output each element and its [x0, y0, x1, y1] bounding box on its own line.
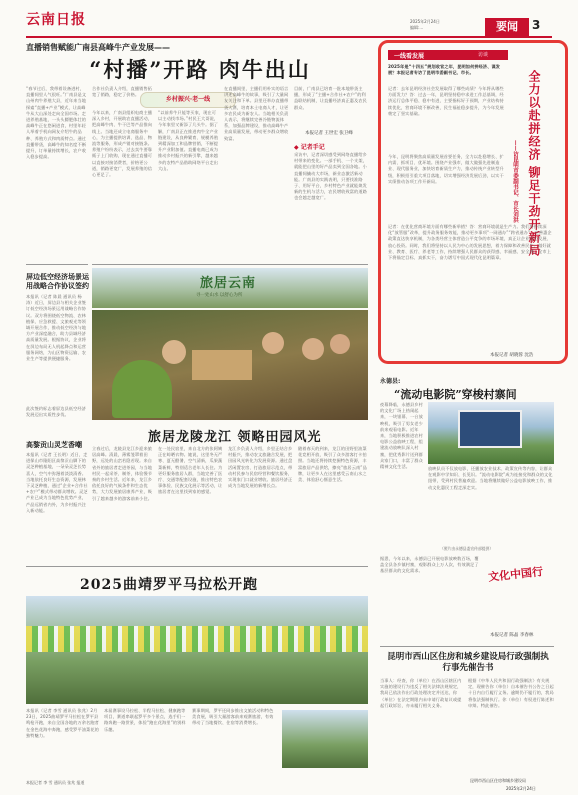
marathon-body1: 本报讯（记者 李雪 通讯员 张兆）2月23日，2025曲靖罗平马拉松在罗平县鸣枪开跑，来自全国各地的万余名跑者在金色花海中奔跑，感受罗平油菜花的独特魅力。 [26, 708, 99, 738]
person-figure [262, 332, 284, 354]
column-label-sub: 访谈 [478, 52, 489, 58]
side-story2-headline: 高黎贡山灵芝香嘲 [26, 440, 82, 449]
page-number: 3 [532, 18, 541, 32]
divider [26, 566, 368, 567]
column-label: 一线看发展 [394, 53, 425, 60]
story-body-col3: “以前养牛只能等买家，现在可以主动找市场。”村民王大哥说，今年家里又新添了几头牛。据了解，广南县正在推进肉牛全产业链建设，从良种繁育、规模养殖到精深加工和品牌营销，不断提升产业附加值。直播电商已成为推动乡村振兴的新引擎，越来越多的农特产品借助网络平台走出大山。 [158, 110, 219, 171]
table-figure [192, 350, 252, 380]
marathon-photo [26, 596, 368, 704]
marathon-headline: 2025曲靖罗平马拉松开跑 [80, 577, 258, 593]
reporter-notes-body: 采访中，记者深切感受到网络直播给乡村带来的变化。一部手机、一个支架，就能把山里的好产品卖到全国各地。小直播间撬动大市场，新业态激活新动能。广南县的实践表明，只要找准路子、用好平台，乡村特色产业就能焕发新的生机与活力，农民增收致富的道路也会越走越宽广。 [294, 152, 367, 201]
story-headline: “村播”开路 肉牛出山 [89, 57, 311, 82]
notice-body1: 当事人：经查，你（单位）在西山区辖区内实施的建设行为违反了相关法律法规规定，我局已依法作出行政处理决定并送达，你（单位）在法定期限内未申请行政复议或提起行政诉讼，亦未履行相关义务。 [380, 678, 462, 708]
person-figure [330, 334, 350, 354]
side-story1-body: 本报讯（记者 陈晨 通讯员 杨涛）近日，屏边县与相关企业签订低空经济场景运用战略合作协议。双方将围绕低空物流、农林植保、应急救援、文旅观光等领域开展合作，推动低空经济与地方产业深度融合，助力县域经济高质量发展。根据协议，企业将在屏边布局无人机起降点和运营服务网络，为山区物资运输、农业生产等提供便捷服务。 [26, 294, 87, 362]
story-byline: 本报记者 王世宏 张卫峰 [305, 131, 353, 136]
cinema-photo [428, 402, 554, 464]
notice-body2: 根据《中华人民共和国行政强制法》有关规定，现催告你（单位）自本催告书公告之日起十日内自行履行义务。逾期仍不履行的，我局将依法强制执行。你（单位）有权进行陈述和申辩。特此催告。 [468, 678, 554, 708]
editor-line: 编辑:... [410, 25, 424, 30]
culture-logo: 文化中国行 [487, 565, 544, 584]
story-body-col2a: 合作社负责人介绍，直播销售拓宽了销路，稳定了价格。 [92, 86, 153, 98]
feature-photo [92, 310, 368, 420]
divider [92, 264, 368, 265]
marathon-photo-small [282, 710, 368, 768]
movie-screen [458, 410, 522, 448]
feature-body-col2: 在一处民宿里，来自北方的张阿姨正在晾晒衣物。她说，这里冬无严寒、夏无酷暑，空气清新，瓜果蔬菜新鲜，特别适合老年人长住。为更好服务旅居人群，当地完善了医疗、交通等配套设施，推出特色农事体验、民族文化展示等活动，让旅居者在这里找到家的感觉。 [158, 446, 223, 495]
story-body-col2: 今年以来，广南县组织电商主播深入乡村，开展助农直播活动，把高峰牛肉、牛干巴等产品推向线上。当地还成立电商服务中心，为主播提供培训、选品、物流等服务，形成产销对接链条。养殖户纷纷表示，过去卖牛要靠贩子上门收购，现在通过直播可以直接对接消费者，价格更公道，销路更宽广，发展养殖的信心更足了。 [92, 110, 153, 178]
framed-headline: 全力以赴拼经济 铆足干劲开新局 [527, 70, 541, 258]
story-tag: 乡村振兴·老一线 [165, 96, 211, 103]
side-story1-headline: 屏边低空经济场景运用战略合作协议签约 [26, 272, 89, 290]
cinema-headline: “流动电影院”穿梭村寨间 [394, 388, 517, 401]
marathon-byline: 本报记者 李 雪 通讯员 张兆 报道 [26, 780, 85, 785]
feature-body-col1: 立春过后，龙陵县龙江乡迎来旅居高峰。清晨，薄雾笼罩着田野，远处的山峦若隐若现。来自省外的旅居者走进茶园，与当地村民一起采茶、制茶，体验慢节奏的乡村生活。近年来，龙江乡依托良好的气候条件和生态优势，大力发展旅居康养产业，吸引了越来越多的游客前来小住。 [92, 446, 153, 501]
cinema-byline: 本报记者 陈晶 李春林 [490, 633, 534, 638]
cinema-body2: 放映队员不仅放电影，还播放农业技术、政策宣传等内容，让群众在观影中学知识、长见识。“流动电影院”成为连接党和群众的文化纽带，受到村民普遍欢迎。当地将继续做好公益电影放映工作，推动文化惠民工程走深走实。 [428, 466, 553, 490]
story-body-col1: “春节过后，我带着设备进村，直播间里人气很旺。”广南县是文山州肉牛养殖大县，近年来当地探索“直播+产业”模式，让高峰牛从大山深处走向全国市场。走进养殖基地，一头头膘肥体壮的高峰牛正在悠闲进食，村里年轻人举着手机向网友介绍牛的品种、养殖方式和肉质特点。通过直播带货，高峰牛的知名度不断提升，订单量持续增长，农户收入稳步提高。 [26, 86, 87, 160]
date-line: 2025年2月24日 [410, 19, 440, 24]
cinema-kicker: 永德县: [380, 378, 401, 385]
story-kicker: 直播销售赋能广南县高峰牛产业发展—— [26, 43, 170, 52]
marathon-body2: 本届赛事设马拉松、半程马拉松、健康跑等项目，赛道串联起罗平多个景点，选手们一路奔跑一路赏景，体验“跑在花海里”的别样乐趣。 [104, 708, 186, 732]
feature-body-col3: 龙江乡负责人介绍，乡里正结合乡村振兴，推动农文旅融合发展，把田园风光转化为发展资源。通过盘活闲置农房、打造旅居示范点，带动村民参与民宿经营和餐饮服务，实现家门口就业增收。旅居经济正成为当地发展的新增长点。 [228, 446, 293, 489]
feature-headline: 旅居龙陵龙江 领略田园风光 [148, 430, 322, 445]
reporter-notes-head: ◆ 记者手记 [294, 144, 325, 151]
masthead-date [410, 19, 440, 31]
cinema-caption: （照片由永德县委宣传部提供） [440, 546, 494, 551]
framed-byline: 本报记者 胡晓蓉 沈浩 [490, 353, 534, 358]
framed-body1: 记者：去年昆明经济社会发展取得了哪些成绩？今年将从哪些方面发力？答：过去一年，昆明坚持稳中求进工作总基调，经济运行总体平稳、稳中有进，主要指标好于预期，产业结构持续优化，营商环境不断改善，民生福祉稳步提升，为今年发展奠定了坚实基础。 [388, 86, 504, 116]
feature-body-col4: 随着春天的到来，龙江的田野里油菜花竞相开放，吸引了众多游客打卡拍照。当地还将持续挖掘特色资源，丰富旅居产品供给，擦亮“旅居云南”品牌，让更多人在这里感受云南山水之美、体验舒心惬意生活。 [298, 446, 367, 483]
notice-date: 2025年2月24日 [506, 786, 536, 791]
divider [380, 646, 554, 647]
notice-signoff: 昆明市西山区住房和城乡建设局 [470, 778, 526, 783]
divider [26, 264, 88, 265]
feature-banner-subtitle: 寻一处山水 以舒心为所 [196, 293, 243, 298]
masthead-rule [26, 36, 552, 38]
column-label-bar [388, 50, 508, 60]
story-body-col5: 目前，广南县已培育一批本地带货主播，形成了“主播+合作社+农户”的利益联结机制，让直播经济真正惠及农民群众。 [294, 86, 367, 110]
story-body-col4: 在直播间里，主播们用朴实的语言讲述高峰牛的故事，吸引了大量网友关注和下单。县里还举办直播带货大赛，培育本土电商人才，让更多农民成为新农人。当地相关负责人表示，将继续完善冷链物流体系，加强品牌建设，推动高峰牛产业高质量发展，带动更多群众增收致富。 [224, 86, 289, 141]
side-story1-body2: 此次签约标志着屏边县低空经济发展迈出实质性步伐。 [26, 406, 87, 418]
person-figure [302, 338, 324, 360]
framed-body3: 记者：在优化营商环境方面有哪些新举措？答：营商环境就是生产力。我们将持续深化“放管服”改革，提升政务服务效能，推动更多事项“一网通办”“跨省通办”，完善惠企政策直达快享机制，为各类经营主体营造公平竞争的市场环境，真正让企业安心发展、放心投资。同时，我们将坚持以人民为中心的发展思想，着力保障和改善民生，做好就业、教育、医疗、养老等工作，持续增强人民群众的获得感、幸福感、安全感。全市上下将锚定目标、真抓实干，奋力谱写中国式现代化昆明篇章。 [388, 224, 552, 261]
cinema-body1: 夜幕降临，永德县乡村的文化广场上热闹起来，一块银幕、一台放映机，吸引了男女老少前来观看电影。近年来，当地积极推进农村电影公益放映工程，组建流动放映队深入村寨，把优秀影片送到群众家门口，丰富了群众精神文化生活。 [380, 402, 423, 470]
notice-headline: 昆明市西山区住房和城乡建设局行政强制执行事先催告书 [387, 652, 549, 673]
marathon-body3: 赛事期间，罗平还同步推出文旅活动和特色美食展，吸引大量游客前来观赛旅游，有效带动了当地餐饮、住宿等消费增长。 [192, 708, 274, 726]
person-figure [162, 340, 186, 364]
runners-crowd [26, 626, 368, 652]
feature-banner-title: 旅居云南 [200, 276, 257, 291]
newspaper-logo: 云南日报 [26, 12, 86, 28]
cinema-body3: 据悉，今年以来，永德县已开展电影放映数百场，覆盖全县各乡镇村寨，观影群众上万人次，有效满足了基层群众的文化需求。 [380, 556, 479, 574]
framed-subtitle: ——访昆明市委副书记、市长刘洪 [512, 140, 518, 223]
section-label: 要闻 [485, 18, 529, 36]
person-figure [112, 360, 172, 418]
framed-body2: 今年，昆明将聚焦高质量发展首要任务，全力以赴稳增长、扩内需、抓项目、优环境。围绕产业强市，做大做强先进制造业、现代服务业，加快培育新质生产力，推动传统产业转型升级，积极招引重大项目落地，切实增强经济发展后劲，以实干实绩推动各项工作开新局。 [388, 154, 504, 184]
side-story2-body: 本报讯（记者 王长明）近日，走进保山市隆阳区高黎贡山脚下的灵芝种植基地，一朵朵灵芝长势喜人，空气中弥漫着淡淡清香。当地依托良好生态资源，发展林下灵芝种植，通过“企业+合作社+农户”模式带动群众增收。灵芝产业已成为当地特色优势产业，产品远销省内外，为乡村振兴注入新动能。 [26, 452, 88, 513]
framed-lead: 2025年是“十四五”规划收官之年，昆明如何拼经济、谋发展？本报记者专访了昆明市委副书记、市长。 [388, 64, 501, 76]
story-tag-banner [140, 92, 236, 108]
